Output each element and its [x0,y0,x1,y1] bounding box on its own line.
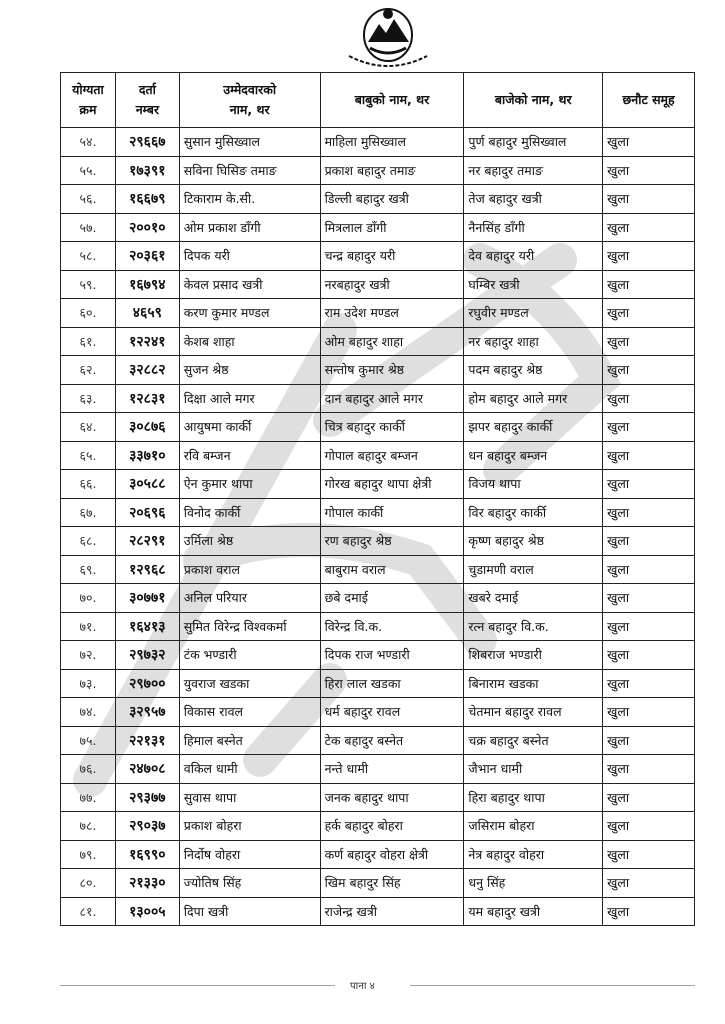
header-line: दर्ता [138,82,156,97]
registration-number: १२९६८ [115,555,179,584]
grandfather-name: खबरे दमाई [464,584,603,613]
table-row [61,356,695,385]
header-line: क्रम [79,102,97,117]
selection-group: खुला [603,869,695,898]
header-line: बाजेको नाम, थर [494,92,572,107]
candidate-name: विकास रावल [179,698,320,727]
grandfather-name: पदम बहादुर श्रेष्ठ [464,356,603,385]
table-row [61,299,695,328]
selection-group: खुला [603,384,695,413]
page-footer [60,978,695,992]
table-row [61,726,695,755]
selection-group: खुला [603,555,695,584]
registration-number: ३०७७१ [115,584,179,613]
merit-rank: ५४. [61,128,116,157]
registration-number: २९७०० [115,669,179,698]
selection-group: खुला [603,527,695,556]
father-name: बाबुराम वराल [320,555,464,584]
grandfather-name: विर बहादुर कार्की [464,498,603,527]
registration-number: ३२८८२ [115,356,179,385]
grandfather-name: देव बहादुर यरी [464,242,603,271]
father-name: खिम बहादुर सिंह [320,869,464,898]
grandfather-name-header [464,73,603,128]
registration-number: १६६७९ [115,185,179,214]
merit-rank: ५८. [61,242,116,271]
candidate-name: विनोद कार्की [179,498,320,527]
candidate-name: सुसान मुसिख्वाल [179,128,320,157]
grandfather-name: चक्र बहादुर बस्नेत [464,726,603,755]
registration-number: २८२९१ [115,527,179,556]
merit-rank: ७२. [61,641,116,670]
grandfather-name: रघुवीर मण्डल [464,299,603,328]
table-row [61,527,695,556]
father-name: टेक बहादुर बस्नेत [320,726,464,755]
page-number: पाना ४ [350,981,375,992]
selection-group: खुला [603,441,695,470]
candidate-name: दिपक यरी [179,242,320,271]
registration-number: ३३७१० [115,441,179,470]
grandfather-name: विजय थापा [464,470,603,499]
candidate-name: सविना घिसिङ तमाङ [179,156,320,185]
header-line: उम्मेदवारको [223,82,277,97]
merit-rank: ७४. [61,698,116,727]
registration-number: २९७३२ [115,641,179,670]
grandfather-name: झपर बहादुर कार्की [464,413,603,442]
table-row [61,897,695,926]
merit-rank: ५९. [61,270,116,299]
father-name: छबे दमाई [320,584,464,613]
candidate-name: आयुषमा कार्की [179,413,320,442]
grandfather-name: चुडामणी वराल [464,555,603,584]
selection-group: खुला [603,726,695,755]
merit-rank: ६३. [61,384,116,413]
candidate-name: निर्दोष वोहरा [179,840,320,869]
selection-group: खुला [603,897,695,926]
grandfather-name: जसिराम बोहरा [464,812,603,841]
merit-list-table [60,72,695,926]
registration-number: १६४१३ [115,612,179,641]
government-seal-logo [343,4,433,70]
table-row [61,783,695,812]
candidate-name: दिपा खत्री [179,897,320,926]
table-row [61,612,695,641]
grandfather-name: बिनाराम खडका [464,669,603,698]
selection-group: खुला [603,783,695,812]
header-line: नाम, थर [229,102,270,117]
grandfather-name: नैनसिंह डाँगी [464,213,603,242]
merit-rank: ८१. [61,897,116,926]
candidate-name: प्रकाश वराल [179,555,320,584]
candidate-name: सुवास थापा [179,783,320,812]
header-line: बाबुको नाम, थर [354,92,430,107]
father-name: हर्क बहादुर बोहरा [320,812,464,841]
merit-rank: ६७. [61,498,116,527]
candidate-name: टंक भण्डारी [179,641,320,670]
registration-number: २९६६७ [115,128,179,157]
father-name: दिपक राज भण्डारी [320,641,464,670]
registration-number: ३०८७६ [115,413,179,442]
grandfather-name: तेज बहादुर खत्री [464,185,603,214]
selection-group: खुला [603,470,695,499]
registration-number: १२८३१ [115,384,179,413]
merit-rank: ७०. [61,584,116,613]
grandfather-name: कृष्ण बहादुर श्रेष्ठ [464,527,603,556]
table-row [61,128,695,157]
merit-rank: ७७. [61,783,116,812]
father-name: जनक बहादुर थापा [320,783,464,812]
table-row [61,270,695,299]
father-name: गोपाल बहादुर बम्जन [320,441,464,470]
candidate-name: ज्योतिष सिंह [179,869,320,898]
table-row [61,242,695,271]
merit-rank: ७१. [61,612,116,641]
table-row [61,213,695,242]
candidate-name: युवराज खडका [179,669,320,698]
table-row [61,156,695,185]
grandfather-name: यम बहादुर खत्री [464,897,603,926]
father-name: गोपाल कार्की [320,498,464,527]
registration-number: १६७९४ [115,270,179,299]
father-name: माहिला मुसिख्वाल [320,128,464,157]
candidate-name: उर्मिला श्रेष्ठ [179,527,320,556]
selection-group: खुला [603,185,695,214]
father-name: सन्तोष कुमार श्रेष्ठ [320,356,464,385]
header-line: नम्बर [135,102,159,117]
candidate-name: केशब शाहा [179,327,320,356]
selection-group: खुला [603,698,695,727]
candidate-name: अनिल परियार [179,584,320,613]
candidate-name: हिमाल बस्नेत [179,726,320,755]
candidate-name: रवि बम्जन [179,441,320,470]
registration-number: २०३६१ [115,242,179,271]
grandfather-name: होम बहादुर आले मगर [464,384,603,413]
father-name: राम उदेश मण्डल [320,299,464,328]
father-name: चित्र बहादुर कार्की [320,413,464,442]
table-row [61,470,695,499]
selection-group: खुला [603,413,695,442]
father-name: दान बहादुर आले मगर [320,384,464,413]
header-line: योग्यता [72,82,104,97]
merit-rank: ७८. [61,812,116,841]
grandfather-name: हिरा बहादुर थापा [464,783,603,812]
merit-rank: ६२. [61,356,116,385]
merit-rank: ६८. [61,527,116,556]
selection-group: खुला [603,270,695,299]
grandfather-name: नेत्र बहादुर वोहरा [464,840,603,869]
table-row [61,185,695,214]
merit-rank: ७९. [61,840,116,869]
merit-rank: ५५. [61,156,116,185]
father-name: कर्ण बहादुर वोहरा क्षेत्री [320,840,464,869]
candidate-name: केवल प्रसाद खत्री [179,270,320,299]
registration-number: ३२९५७ [115,698,179,727]
grandfather-name: धनु सिंह [464,869,603,898]
father-name: हिरा लाल खडका [320,669,464,698]
father-name: चन्द्र बहादुर यरी [320,242,464,271]
selection-group: खुला [603,213,695,242]
table-row [61,641,695,670]
table-row [61,812,695,841]
selection-group: खुला [603,584,695,613]
registration-number: १७३९१ [115,156,179,185]
grandfather-name: नर बहादुर तमाङ [464,156,603,185]
merit-rank: ७३. [61,669,116,698]
candidate-name: वकिल धामी [179,755,320,784]
table-row [61,669,695,698]
father-name: गोरख बहादुर थापा क्षेत्री [320,470,464,499]
grandfather-name: जैभान धामी [464,755,603,784]
candidate-name: ओम प्रकाश डाँगी [179,213,320,242]
candidate-name: करण कुमार मण्डल [179,299,320,328]
selection-group: खुला [603,498,695,527]
merit-rank: ७६. [61,755,116,784]
table-row [61,584,695,613]
father-name: नरबहादुर खत्री [320,270,464,299]
registration-number: १६९९० [115,840,179,869]
father-name: रण बहादुर श्रेष्ठ [320,527,464,556]
merit-rank: ६१. [61,327,116,356]
merit-rank: ६९. [61,555,116,584]
registration-number: ४६५९ [115,299,179,328]
grandfather-name: चेतमान बहादुर रावल [464,698,603,727]
merit-rank: ६०. [61,299,116,328]
selection-group: खुला [603,128,695,157]
father-name: प्रकाश बहादुर तमाङ [320,156,464,185]
selection-group-header [603,73,695,128]
table-row [61,498,695,527]
table-row [61,327,695,356]
registration-number-header [115,73,179,128]
grandfather-name: शिबराज भण्डारी [464,641,603,670]
father-name: डिल्ली बहादुर खत्री [320,185,464,214]
merit-rank: ५७. [61,213,116,242]
registration-number: १२२४१ [115,327,179,356]
candidate-name: दिक्षा आले मगर [179,384,320,413]
grandfather-name: घम्बिर खत्री [464,270,603,299]
merit-rank-header [61,73,116,128]
selection-group: खुला [603,242,695,271]
merit-rank: ६४. [61,413,116,442]
registration-number: १३००५ [115,897,179,926]
selection-group: खुला [603,356,695,385]
registration-number: २९३७७ [115,783,179,812]
selection-group: खुला [603,812,695,841]
candidate-name: प्रकाश बोहरा [179,812,320,841]
father-name: नन्ते धामी [320,755,464,784]
table-row [61,698,695,727]
table-row [61,384,695,413]
grandfather-name: धन बहादुर बम्जन [464,441,603,470]
table-row [61,555,695,584]
grandfather-name: पुर्ण बहादुर मुसिख्वाल [464,128,603,157]
selection-group: खुला [603,641,695,670]
registration-number: २००१० [115,213,179,242]
candidate-name: सुमित विरेन्द्र विश्वकर्मा [179,612,320,641]
selection-group: खुला [603,327,695,356]
merit-rank: ८०. [61,869,116,898]
candidate-name-header [179,73,320,128]
father-name: ओम बहादुर शाहा [320,327,464,356]
registration-number: २४७०८ [115,755,179,784]
registration-number: २२१३१ [115,726,179,755]
footer-divider [60,985,335,986]
table-row [61,840,695,869]
father-name: राजेन्द्र खत्री [320,897,464,926]
merit-rank: ५६. [61,185,116,214]
table-header-row [61,73,695,128]
merit-rank: ७५. [61,726,116,755]
candidate-name: टिकाराम के.सी. [179,185,320,214]
selection-group: खुला [603,755,695,784]
father-name: धर्म बहादुर रावल [320,698,464,727]
candidate-name: ऐन कुमार थापा [179,470,320,499]
selection-group: खुला [603,669,695,698]
candidate-name: सुजन श्रेष्ठ [179,356,320,385]
footer-divider [410,985,695,986]
father-name: विरेन्द्र वि.क. [320,612,464,641]
registration-number: २०६९६ [115,498,179,527]
selection-group: खुला [603,299,695,328]
grandfather-name: नर बहादुर शाहा [464,327,603,356]
table-row [61,755,695,784]
table-row [61,869,695,898]
header-line: छनौट समूह [622,92,675,107]
selection-group: खुला [603,612,695,641]
table-row [61,413,695,442]
selection-group: खुला [603,156,695,185]
father-name: मित्रलाल डाँगी [320,213,464,242]
registration-number: ३०५८८ [115,470,179,499]
father-name-header [320,73,464,128]
merit-rank: ६६. [61,470,116,499]
merit-rank: ६५. [61,441,116,470]
registration-number: २९०३७ [115,812,179,841]
table-row [61,441,695,470]
selection-group: खुला [603,840,695,869]
registration-number: २१३३० [115,869,179,898]
grandfather-name: रत्न बहादुर वि.क. [464,612,603,641]
